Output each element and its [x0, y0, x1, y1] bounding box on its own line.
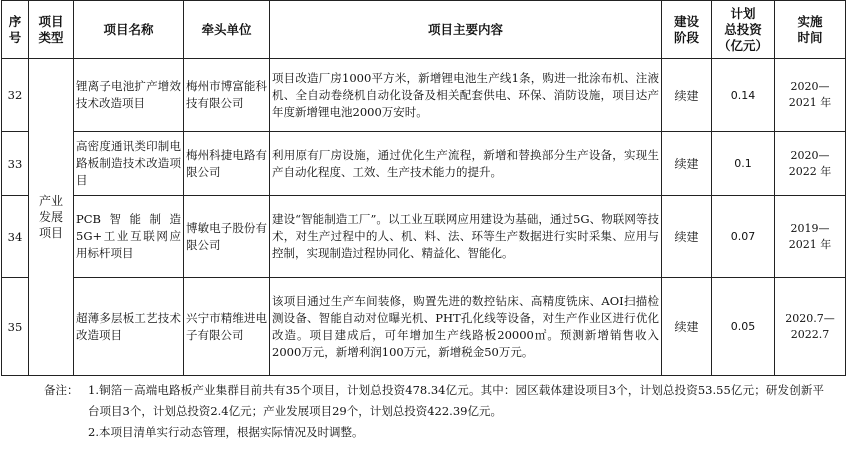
planned-investment: 0.05: [712, 278, 775, 376]
row-number: 35: [2, 278, 29, 376]
table-row: [2, 59, 846, 132]
project-category: 产业 发展 项目: [29, 59, 74, 376]
note-item-2: [44, 422, 824, 443]
project-content: 项目改造厂房1000平方米，新增锂电池生产线1条，购进一批涂布机、注液机、全自动卷绕机自动化设备及相关配套供电、环保、消防设施，项目达产年度新增锂电池2000万安时。: [270, 59, 662, 132]
row-number: 34: [2, 196, 29, 278]
col-header-time: 实施 时间: [775, 1, 846, 59]
implementation-time: 2020— 2022 年: [775, 132, 846, 196]
planned-investment: 0.07: [712, 196, 775, 278]
planned-investment: 0.14: [712, 59, 775, 132]
col-header-type: 项目 类型: [29, 1, 74, 59]
notes-label: 备注：: [44, 383, 79, 397]
project-name: PCB智能制造5G+工业互联网应用标杆项目: [74, 196, 184, 278]
construction-phase: 续建: [662, 59, 712, 132]
row-number: 32: [2, 59, 29, 132]
implementation-time: 2020.7— 2022.7: [775, 278, 846, 376]
implementation-time: 2020— 2021 年: [775, 59, 846, 132]
planned-investment: 0.1: [712, 132, 775, 196]
lead-unit: 兴宁市精维进电子有限公司: [184, 278, 270, 376]
note-text-2: 2.本项目清单实行动态管理，根据实际情况及时调整。: [88, 425, 364, 439]
note-text-1: 1.铜箔－高端电路板产业集群目前共有35个项目，计划总投资478.34亿元。其中：园区载体建设项目3个，计划总投资53.55亿元；研发创新平台项目3个，计划总投资2.4亿元；产业发展项目29个，计划总投资422.39亿元。: [88, 383, 824, 418]
row-number: 33: [2, 132, 29, 196]
col-header-content: 项目主要内容: [270, 1, 662, 59]
construction-phase: 续建: [662, 278, 712, 376]
header-row: [2, 1, 846, 59]
lead-unit: 梅州科捷电路有限公司: [184, 132, 270, 196]
lead-unit: 梅州市博富能科技有限公司: [184, 59, 270, 132]
project-name: 超薄多层板工艺技术改造项目: [74, 278, 184, 376]
table-row: [2, 278, 846, 376]
project-content: 建设“智能制造工厂”。以工业互联网应用建设为基础，通过5G、物联网等技术，对生产过程中的人、机、料、法、环等生产数据进行实时采集、应用与控制，实现制造过程协同化、精益化、智能化。: [270, 196, 662, 278]
notes-section: [44, 380, 824, 443]
project-table: [1, 0, 846, 376]
col-header-lead: 牵头单位: [184, 1, 270, 59]
col-header-phase: 建设 阶段: [662, 1, 712, 59]
project-name: 高密度通讯类印制电路板制造技术改造项目: [74, 132, 184, 196]
note-item-1: [44, 380, 824, 422]
col-header-seq: 序 号: [2, 1, 29, 59]
implementation-time: 2019— 2021 年: [775, 196, 846, 278]
project-content: 该项目通过生产车间装修，购置先进的数控钻床、高精度铣床、AOI扫描检测设备、智能自动对位曝光机、PHT孔化线等设备，对生产作业区进行优化改造。项目建成后，可年增加生产线路板20000㎡。预测新增销售收入2000万元，新增利润100万元，新增税金50万元。: [270, 278, 662, 376]
col-header-name: 项目名称: [74, 1, 184, 59]
lead-unit: 博敏电子股份有限公司: [184, 196, 270, 278]
table-row: [2, 132, 846, 196]
table-row: [2, 196, 846, 278]
project-content: 利用原有厂房设施，通过优化生产流程，新增和替换部分生产设备，实现生产自动化程度、工效、生产技术能力的提升。: [270, 132, 662, 196]
construction-phase: 续建: [662, 132, 712, 196]
construction-phase: 续建: [662, 196, 712, 278]
project-name: 锂离子电池扩产增效技术改造项目: [74, 59, 184, 132]
col-header-invest: 计划 总投资 （亿元）: [712, 1, 775, 59]
